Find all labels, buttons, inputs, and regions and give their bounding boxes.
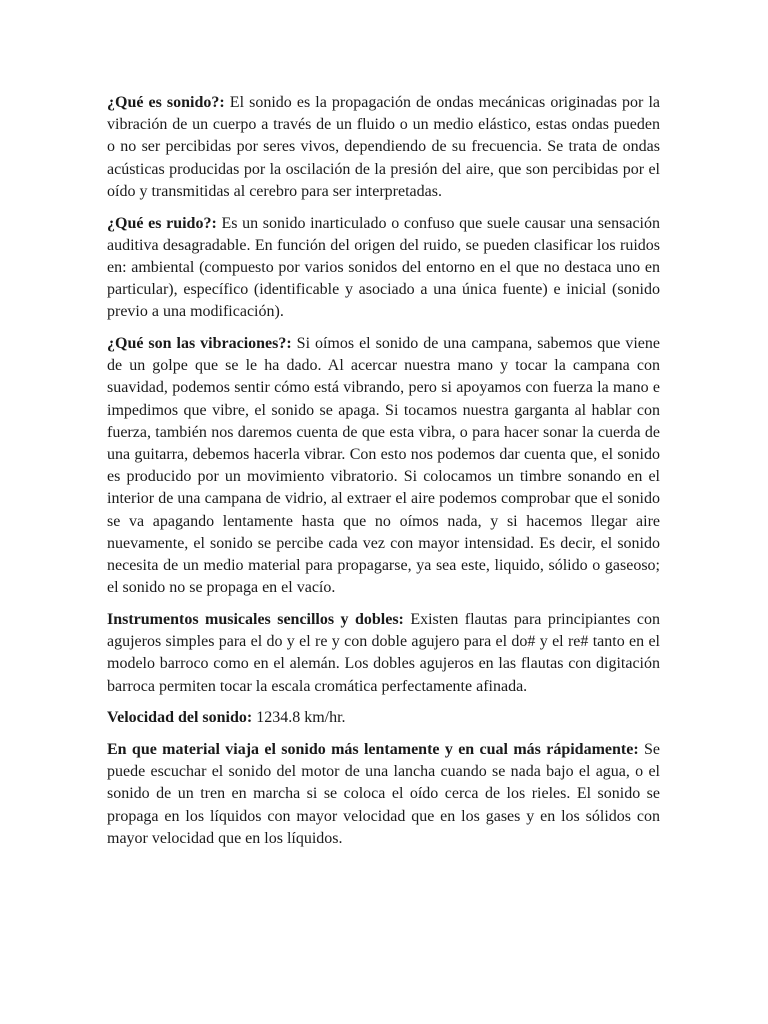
text-que-es-sonido: El sonido es la propagación de ondas mecánicas originadas por la vibración de un cuerpo a través de un fluido o un medio elástico, estas ondas pueden o no ser percibidas por seres vivos, dependiendo de su frecuencia. Se trata de ondas acústicas producidas por la oscilación de la presión del aire, que son percibidas por el oído y transmitidas al cerebro para ser interpretadas. [107,94,661,200]
text-vibraciones: Si oímos el sonido de una campana, sabemos que viene de un golpe que se le ha dado. Al acercar nuestra mano y tocar la campana con suavidad, podemos sentir cómo está vibrando, pero si apoyamos con fuerza la mano e impedimos que vibre, el sonido se apaga. Si tocamos nuestra garganta al hablar con fuerza, también nos daremos cuenta de que esta vibra, o para hacer sonar la cuerda de una guitarra, debemos hacerla vibrar. Con esto nos podemos dar cuenta que, el sonido es producido por un movimiento vibratorio. Si colocamos un timbre sonando en el interior de una campana de vidrio, al extraer el aire podemos comprobar que el sonido se va apagando lentamente hasta que no oímos nada, y si hacemos llegar aire nuevamente, el sonido se percibe cada vez con mayor intensidad. Es decir, el sonido necesita de un medio material para propagarse, ya sea este, liquido, sólido o gaseoso; el sonido no se propaga en el vacío. [107,335,660,597]
term-que-es-sonido: ¿Qué es sonido?: [107,94,225,111]
text-material: Se puede escuchar el sonido del motor de una lancha cuando se nada bajo el agua, o el sonido de un tren en marcha si se coloca el oído cerca de los rieles. El sonido se propaga en los líquidos con mayor velocidad que en los gases y en los sólidos con mayor velocidad que en los líquidos. [107,740,660,847]
paragraph-que-es-ruido [107,213,660,324]
term-material: En que material viaja el sonido más lentamente y en cual más rápidamente: [107,740,639,758]
paragraph-instrumentos [107,609,660,698]
term-velocidad: Velocidad del sonido: [107,709,253,727]
text-velocidad: 1234.8 km/hr. [252,709,346,727]
text-que-es-ruido: Es un sonido inarticulado o confuso que suele causar una sensación auditiva desagradable. En función del origen del ruido, se pueden clasificar los ruidos en: ambiental (compuesto por varios sonidos del entorno en el que no destaca uno en particular), específico (identificable y asociado a una única fuente) e inicial (sonido previo a una modificación). [107,214,660,321]
paragraph-material [107,739,660,850]
document-page [107,92,660,860]
text-instrumentos: Existen flautas para principiantes con agujeros simples para el do y el re y con doble agujero para el do# y el re# tanto en el modelo barroco como en el alemán. Los dobles agujeros en las flautas con digitación barroca permiten tocar la escala cromática perfectamente afinada. [107,610,661,695]
paragraph-velocidad [107,707,660,729]
paragraph-que-es-sonido [107,92,660,203]
term-vibraciones: ¿Qué son las vibraciones?: [107,335,292,353]
term-que-es-ruido: ¿Qué es ruido?: [107,214,217,232]
term-instrumentos: Instrumentos musicales sencillos y dobles: [107,610,404,628]
paragraph-vibraciones [107,333,660,599]
